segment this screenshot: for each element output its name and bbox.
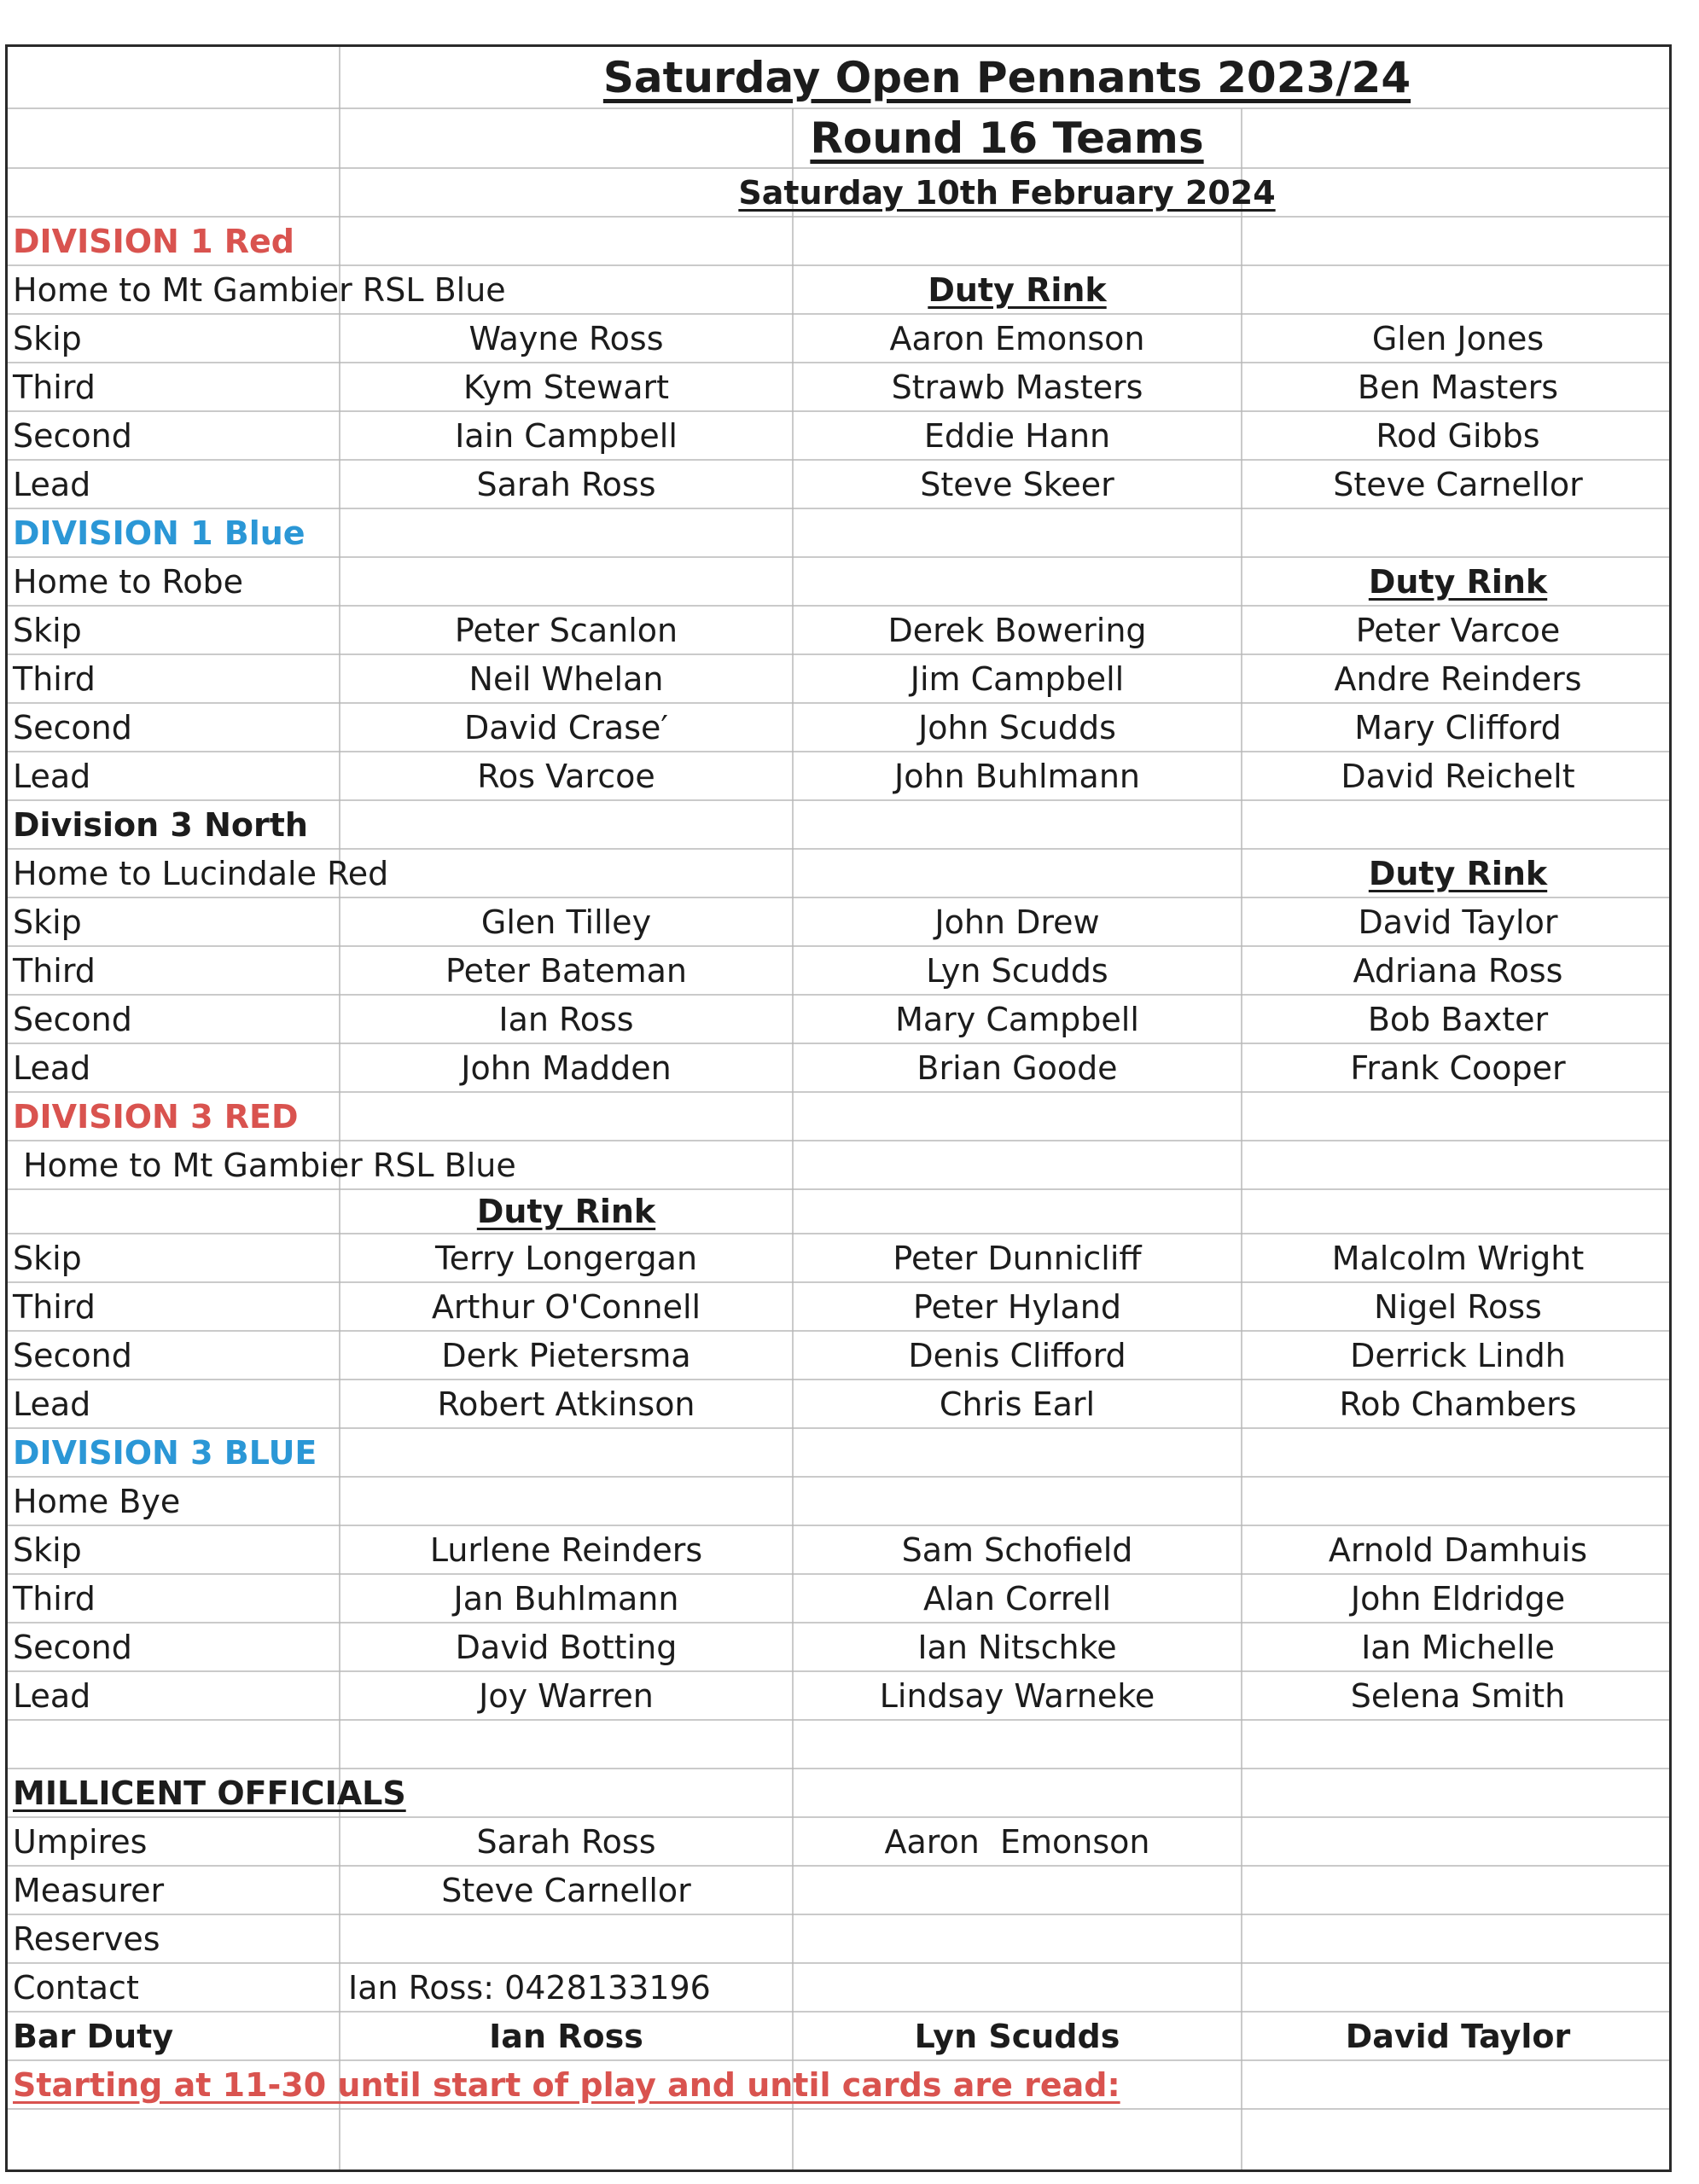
officials-label: Reserves [13,1920,160,1958]
player-name: Denis Clifford [908,1336,1126,1374]
player-name: Wayne Ross [468,319,664,357]
officials-heading-row [8,1769,1669,1817]
officials-label: Bar Duty [13,2017,174,2055]
table-row [8,1671,1669,1720]
table-row [8,606,1669,654]
table-row [8,995,1669,1043]
table-row [8,1866,1669,1914]
duty-rink-label: Duty Rink [1368,854,1548,892]
position-label: Second [13,708,132,746]
player-name: Sam Schofield [901,1531,1133,1569]
table-row [8,946,1669,995]
table-row [8,703,1669,752]
player-name: David Botting [455,1628,678,1666]
position-label: Skip [13,903,82,941]
player-name: Ben Masters [1357,368,1559,406]
position-label: Lead [13,1048,91,1087]
table-row [8,1914,1669,1963]
player-name: Nigel Ross [1374,1287,1542,1326]
player-name: Alan Correll [922,1579,1112,1618]
bar-duty-name: Ian Ross [489,2017,643,2055]
division-heading-row [8,800,1669,849]
sheet-title: Saturday Open Pennants 2023/24 [602,53,1411,102]
table-row [8,1234,1669,1282]
player-name: Arthur O'Connell [431,1287,701,1326]
position-label: Lead [13,757,91,795]
player-name: Iain Campbell [455,416,678,455]
round-row [8,108,1669,168]
round-date: Saturday 10th February 2024 [738,173,1276,212]
player-name: Terry Longergan [434,1239,698,1277]
division-heading-row [8,508,1669,557]
player-name: Ian Nitschke [917,1628,1117,1666]
duty-rink-label: Duty Rink [476,1193,656,1230]
player-name: Andre Reinders [1334,659,1582,698]
duty-rink-label: Duty Rink [1368,562,1548,601]
table-row [8,2012,1669,2060]
player-name: Glen Tilley [480,903,652,941]
umpire-name: Sarah Ross [476,1822,656,1861]
player-name: Mary Campbell [895,1000,1139,1038]
player-name: Sarah Ross [476,465,656,503]
bar-duty-name: Lyn Scudds [914,2017,1120,2055]
note-row [8,2060,1669,2109]
player-name: Frank Cooper [1350,1048,1566,1087]
table-row [8,363,1669,411]
position-label: Skip [13,1531,82,1569]
umpire-name: Aaron Emonson [884,1822,1150,1861]
round-title: Round 16 Teams [810,113,1204,163]
position-label: Lead [13,465,91,503]
table-row [8,1817,1669,1866]
position-label: Skip [13,1239,82,1277]
position-label: Third [13,1287,96,1326]
table-row [8,314,1669,363]
officials-label: Measurer [13,1871,165,1909]
officials-heading: MILLICENT OFFICIALS [13,1774,406,1812]
date-row [8,168,1669,217]
player-name: Robert Atkinson [437,1385,695,1423]
player-name: Peter Varcoe [1355,611,1561,649]
player-name: Glen Jones [1371,319,1545,357]
player-name: Steve Skeer [920,465,1114,503]
player-name: Bob Baxter [1367,1000,1549,1038]
player-name: Ros Varcoe [477,757,655,795]
position-label: Lead [13,1385,91,1423]
position-label: Second [13,1628,132,1666]
player-name: John Scudds [918,708,1116,746]
player-name: Mary Clifford [1354,708,1562,746]
bar-duty-name: David Taylor [1345,2017,1571,2055]
fixture-text: Home to Mt Gambier RSL Blue [13,270,506,309]
contact-details: Ian Ross: 0428133196 [348,1968,711,2007]
player-name: Rob Chambers [1339,1385,1577,1423]
player-name: John Drew [934,903,1100,941]
table-row [8,1331,1669,1380]
position-label: Second [13,416,132,455]
division-heading-row [8,1092,1669,1141]
player-name: Arnold Damhuis [1328,1531,1588,1569]
player-name: Neil Whelan [468,659,664,698]
player-name: Peter Scanlon [454,611,678,649]
fixture-row [8,849,1669,897]
position-label: Second [13,1000,132,1038]
fixture-row [8,1141,1669,1189]
player-name: Strawb Masters [891,368,1143,406]
table-row [8,1963,1669,2012]
player-name: Adriana Ross [1353,951,1563,990]
fixture-text: Home to Robe [13,562,243,601]
position-label: Skip [13,319,82,357]
measurer-name: Steve Carnellor [441,1871,691,1909]
position-label: Third [13,659,96,698]
position-label: Lead [13,1676,91,1715]
player-name: Ian Michelle [1361,1628,1555,1666]
player-name: John Eldridge [1350,1579,1566,1618]
division-heading: DIVISION 3 BLUE [13,1433,317,1472]
player-name: John Buhlmann [894,757,1140,795]
player-name: Aaron Emonson [889,319,1145,357]
table-row [8,752,1669,800]
table-row [8,654,1669,703]
player-name: Lindsay Warneke [879,1676,1155,1715]
player-name: Lyn Scudds [926,951,1108,990]
division-heading: DIVISION 1 Red [13,222,294,260]
player-name: Chris Earl [939,1385,1096,1423]
player-name: Derrick Lindh [1350,1336,1566,1374]
title-row [8,47,1669,108]
position-label: Skip [13,611,82,649]
table-row [8,1380,1669,1428]
player-name: Lurlene Reinders [429,1531,703,1569]
player-name: David Reichelt [1341,757,1575,795]
table-row [8,1525,1669,1574]
fixture-text: Home to Mt Gambier RSL Blue [13,1146,516,1184]
player-name: David Crase′ [463,708,669,746]
player-name: Malcolm Wright [1331,1239,1585,1277]
player-name: Ian Ross [498,1000,634,1038]
player-name: Eddie Hann [923,416,1111,455]
table-row [8,1574,1669,1623]
player-name: Selena Smith [1350,1676,1566,1715]
player-name: Peter Bateman [445,951,687,990]
player-name: Peter Hyland [912,1287,1122,1326]
position-label: Third [13,1579,96,1618]
player-name: Derek Bowering [887,611,1147,649]
table-row [8,1623,1669,1671]
division-heading: DIVISION 3 RED [13,1097,299,1136]
player-name: Brian Goode [916,1048,1118,1087]
division-heading-row [8,1428,1669,1477]
officials-label: Contact [13,1968,139,2007]
division-heading: DIVISION 1 Blue [13,514,305,552]
player-name: Jim Campbell [910,659,1125,698]
bar-duty-note: Starting at 11-30 until start of play and until cards are read: [13,2065,1120,2104]
duty-row [8,1189,1669,1234]
player-name: Joy Warren [479,1676,654,1715]
fixture-row [8,1477,1669,1525]
player-name: John Madden [461,1048,672,1087]
position-label: Second [13,1336,132,1374]
pennants-sheet [5,44,1672,2172]
player-name: Peter Dunnicliff [893,1239,1142,1277]
table-row [8,897,1669,946]
position-label: Third [13,951,96,990]
player-name: David Taylor [1358,903,1558,941]
player-name: Jan Buhlmann [453,1579,679,1618]
table-row [8,460,1669,508]
player-name: Steve Carnellor [1333,465,1583,503]
table-row [8,1282,1669,1331]
fixture-text: Home Bye [13,1482,181,1520]
player-name: Rod Gibbs [1376,416,1540,455]
fixture-text: Home to Lucindale Red [13,854,389,892]
division-heading: Division 3 North [13,805,308,844]
player-name: Kym Stewart [463,368,670,406]
player-name: Derk Pietersma [441,1336,691,1374]
fixture-row [8,557,1669,606]
fixture-row [8,265,1669,314]
position-label: Third [13,368,96,406]
division-heading-row [8,217,1669,265]
table-row [8,411,1669,460]
duty-rink-label: Duty Rink [928,270,1107,309]
officials-label: Umpires [13,1822,148,1861]
table-row [8,1043,1669,1092]
